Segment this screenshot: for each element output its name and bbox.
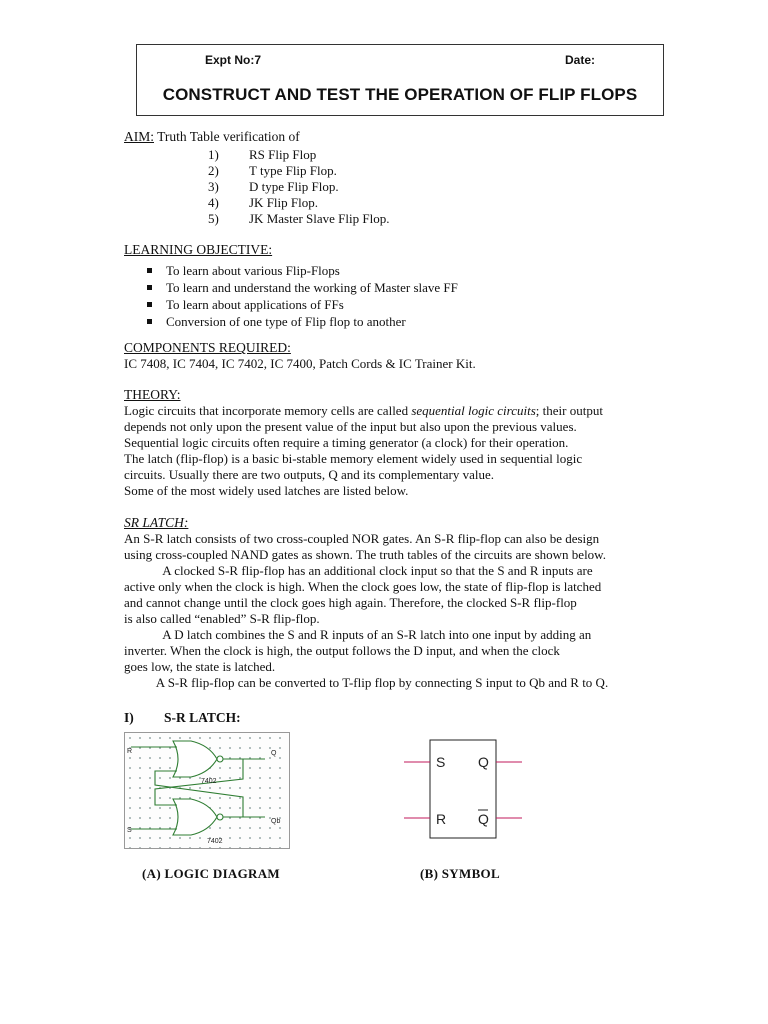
theory-heading: THEORY: [124,387,181,402]
sr-line: and cannot change until the clock goes high again. Therefore, the clocked S-R flip-flop [124,595,577,610]
theory-line: The latch (flip-flop) is a basic bi-stable memory element widely used in sequential logic [124,451,583,466]
aim-list [208,147,389,227]
gate-label-top: 7402 [201,778,217,785]
theory-line: Some of the most widely used latches are listed below. [124,483,409,498]
section-title: S-R LATCH: [164,710,241,725]
sr-line: goes low, the state is latched. [124,659,276,674]
aim-label: AIM: [124,129,154,144]
logic-label-r: R [127,748,133,755]
sr-line: is also called “enabled” S-R flip-flop. [124,611,320,626]
aim-item: 3) D type Flip Flop. [208,179,339,194]
aim-line [124,129,300,145]
list-item: To learn about applications of FFs [144,296,458,313]
sr-symbol [400,736,526,842]
symbol-label-q: Q [478,754,489,770]
logic-diagram [124,732,290,849]
theory-line: Sequential logic circuits often require a timing generator (a clock) for their operation. [124,435,569,450]
symbol-label-r: R [436,811,447,827]
symbol-label-s: S [436,754,446,770]
expt-no: Expt No:7 [205,53,262,67]
sr-line: A clocked S-R flip-flop has an additional clock input so that the S and R inputs are [124,563,593,578]
list-item: To learn and understand the working of Master slave FF [144,279,458,296]
aim-item: 2) T type Flip Flop. [208,163,337,178]
sr-line: A D latch combines the S and R inputs of an S-R latch into one input by adding an [124,627,592,642]
sr-line: active only when the clock is high. When the clock goes low, the state of flip-flop is latched [124,579,602,594]
theory-line: depends not only upon the present value of the input but also upon the previous values. [124,419,577,434]
sr-symbol-svg [400,736,526,842]
theory-line: circuits. Usually there are two outputs, Q and its complementary value. [124,467,495,482]
aim-item: 1) RS Flip Flop [208,147,317,162]
logic-label-s: S [127,827,132,834]
aim-item: 4) JK Flip Flop. [208,195,318,210]
list-item: Conversion of one type of Flip flop to another [144,313,458,330]
sr-line: inverter. When the clock is high, the output follows the D input, and when the clock [124,643,560,658]
sr-line: A S-R flip-flop can be converted to T-flip flop by connecting S input to Qb and R to Q. [124,675,609,690]
aim-intro: Truth Table verification of [154,129,300,144]
sr-latch-paragraph [124,531,608,691]
sr-latch-heading: SR LATCH: [124,515,189,530]
aim-item: 5) JK Master Slave Flip Flop. [208,211,390,226]
date-label: Date: [565,53,596,67]
components-text: IC 7408, IC 7404, IC 7402, IC 7400, Patch Cords & IC Trainer Kit. [124,356,476,371]
sr-line: using cross-coupled NAND gates as shown. The truth tables of the circuits are shown below. [124,547,606,562]
learning-objective-heading: LEARNING OBJECTIVE: [124,242,273,257]
gate-label-bottom: 7402 [207,838,223,845]
logic-label-q: Q [271,750,277,757]
list-item: To learn about various Flip-Flops [144,262,458,279]
logic-label-qb: Qb [271,818,281,825]
symbol-caption: (B) SYMBOL [420,866,500,881]
symbol-label-qbar: Q [478,811,489,827]
theory-line: Logic circuits that incorporate memory cells are called sequential logic circuits; their output [124,403,603,418]
document-title: CONSTRUCT AND TEST THE OPERATION OF FLIP FLOPS [162,85,638,104]
logic-diagram-caption: (A) LOGIC DIAGRAM [142,866,280,881]
header-box [136,44,664,116]
section-number: I) [124,710,134,725]
learning-objective-list [144,262,458,330]
theory-paragraph [124,403,603,499]
components-heading: COMPONENTS REQUIRED: [124,340,291,355]
sr-line: An S-R latch consists of two cross-coupled NOR gates. An S-R flip-flop can also be design [124,531,600,546]
logic-diagram-svg [125,733,291,850]
